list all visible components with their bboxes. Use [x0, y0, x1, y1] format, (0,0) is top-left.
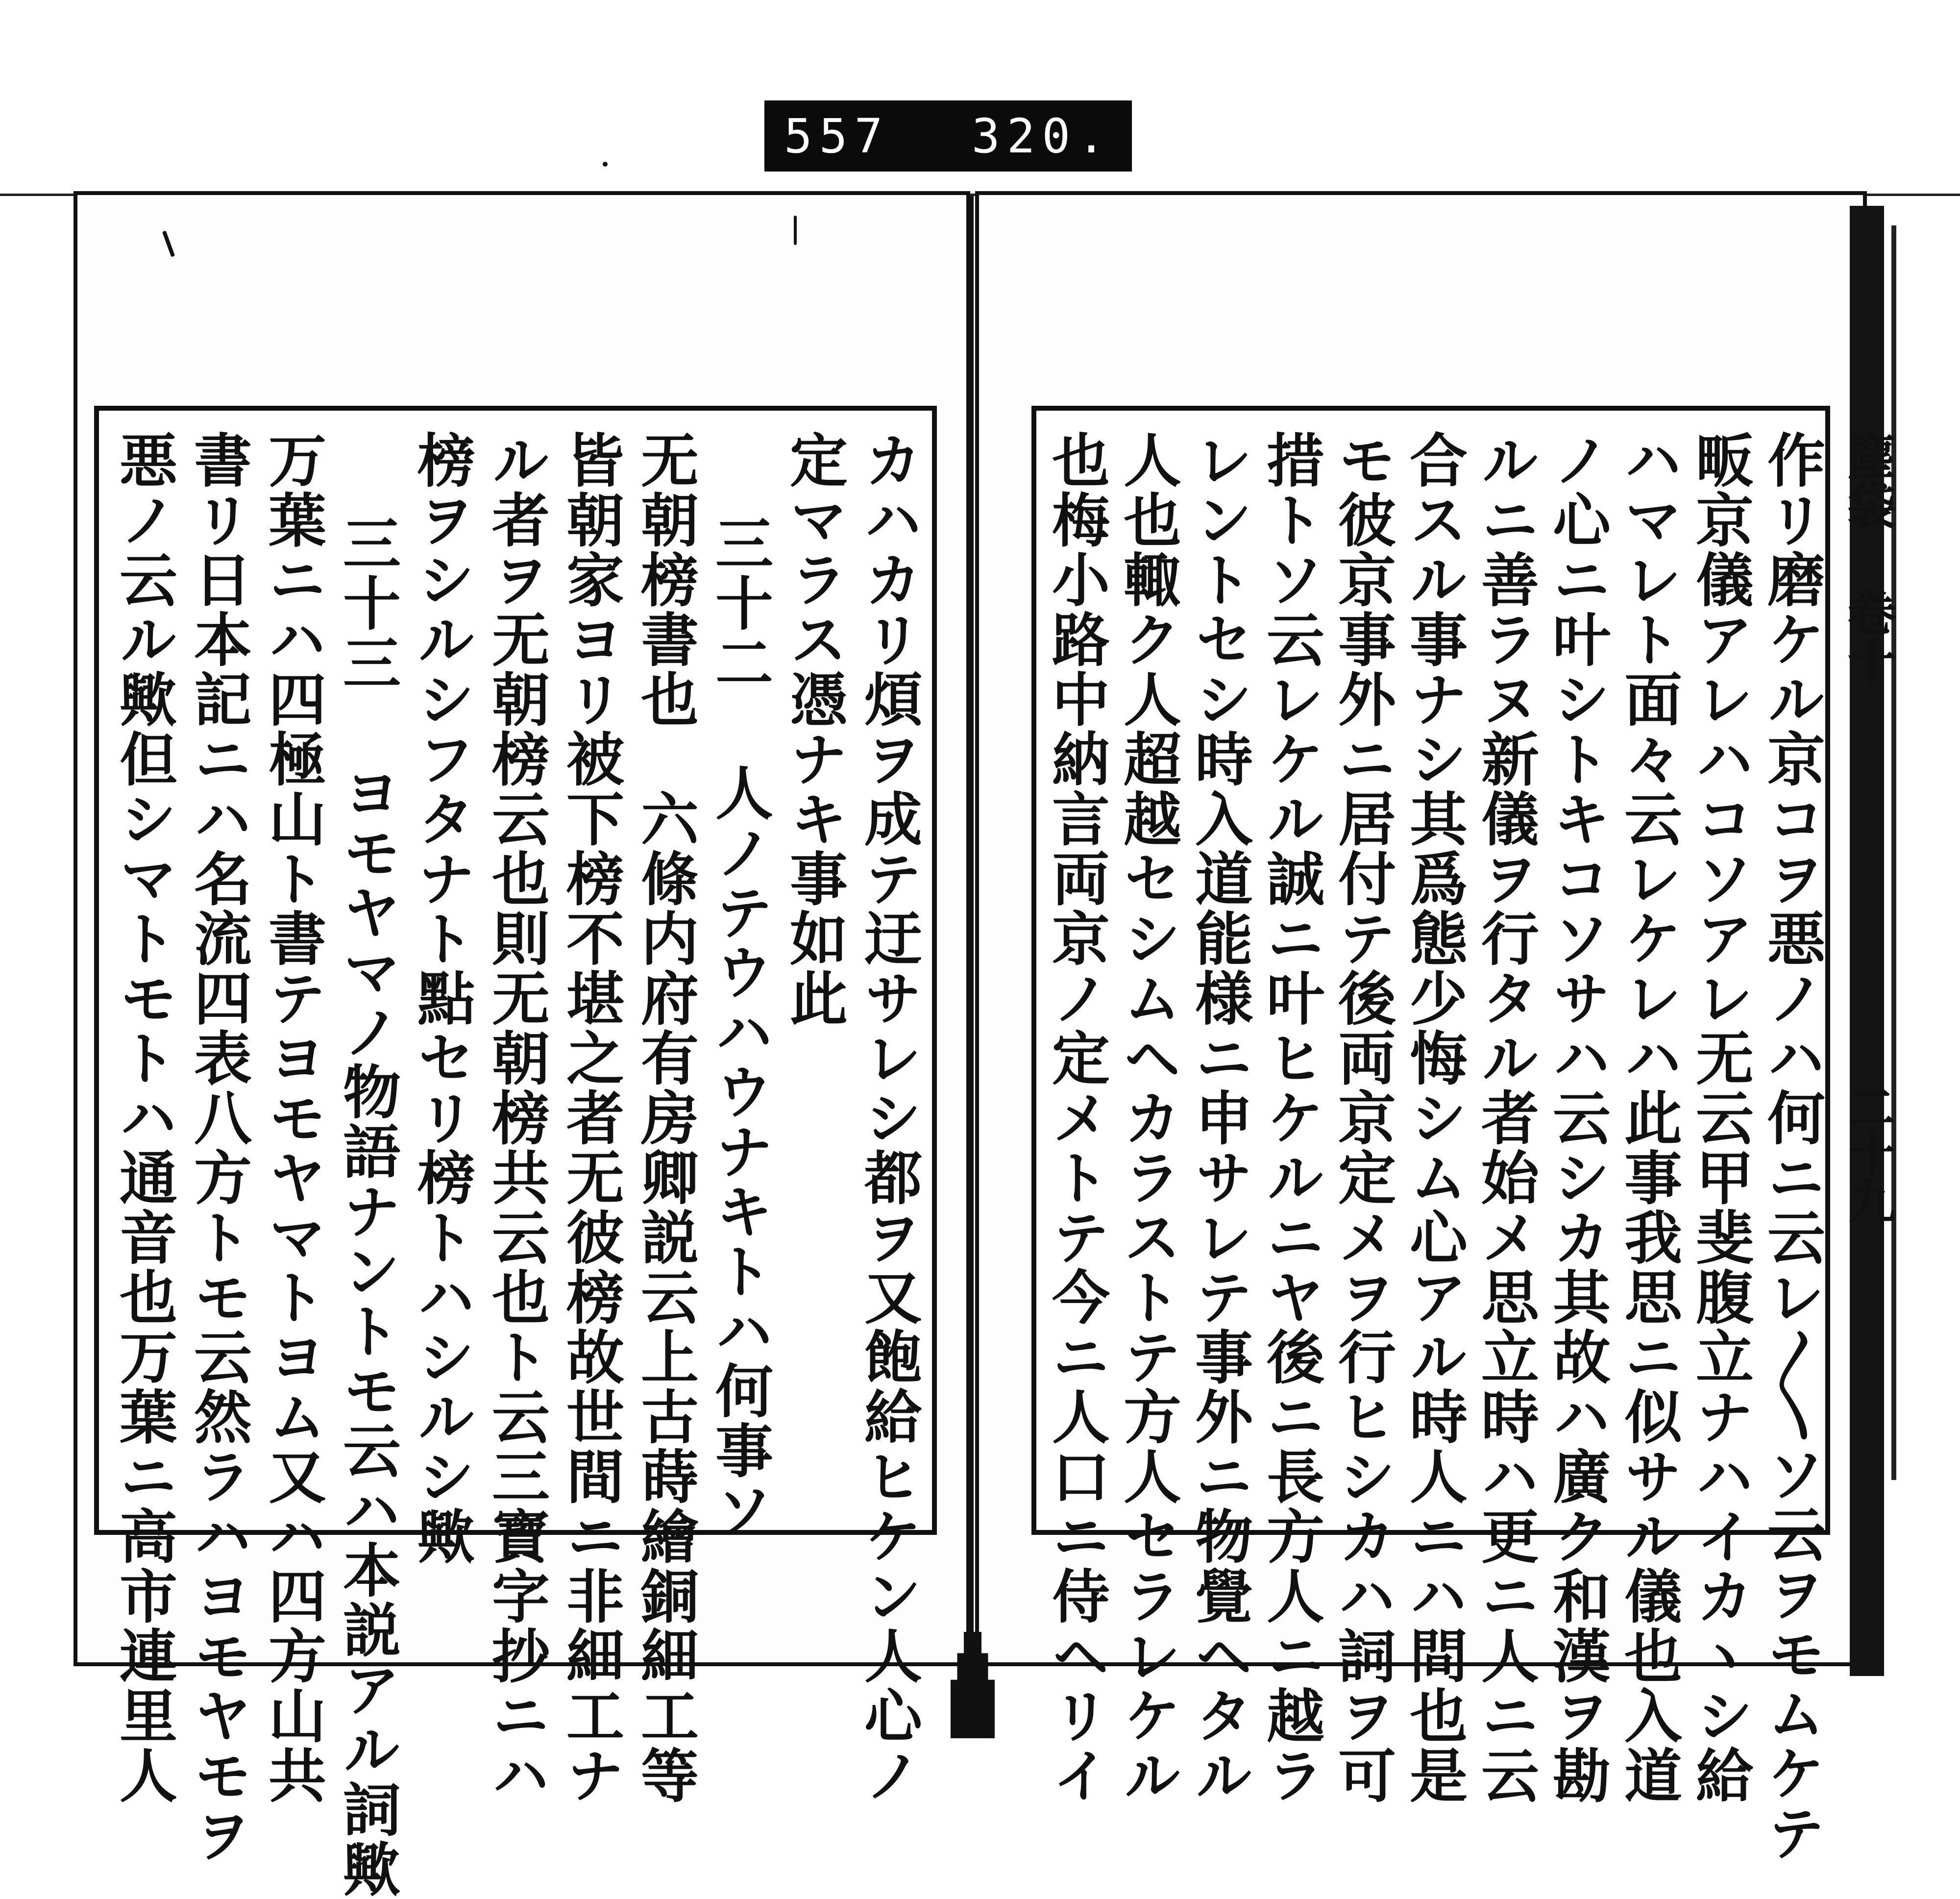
margin-book-title: 塵袋 卷十	[1839, 431, 1897, 685]
right-column: 人也輙ク人超越セシムヘカラストテ方人セラレケル	[1114, 430, 1182, 1805]
right-column: 合スル事ナシ其爲態少悔シム心アル時人ニハ問也是	[1400, 430, 1468, 1805]
ink-speck	[794, 216, 797, 245]
right-column: ノ心ニ叶シトキコソサハ云シカ其故ハ廣ク和漢ヲ勘	[1543, 430, 1611, 1805]
left-column: 三十三 ヨモヤマノ物語ナントモ云ハ本説アル詞歟	[333, 514, 401, 1899]
left-column: 三十二 人ノテウハウナキトハ何事ソ	[706, 514, 774, 1540]
right-column: 作リ磨ケル京コヲ悪ノハ何ニ云レ〳〵ソ云ヲモムケテ	[1758, 430, 1826, 1863]
right-column: 也梅小路中納言両京ノ定メトテ今ニ人口ニ侍ヘリイ	[1042, 430, 1110, 1805]
book-spine	[968, 196, 974, 1637]
ink-speck	[603, 162, 608, 167]
left-column: 皆朝家ヨリ被下榜不堪之者无彼榜故世間ニ非細工ナ	[557, 430, 625, 1805]
left-column: 万葉ニハ四極山ト書テヨモヤマトヨム又ハ四方山共	[259, 430, 327, 1805]
left-column: 榜ヲシルシフタナト點セリ榜トハシルシ歟	[408, 430, 476, 1566]
page-edge	[1850, 206, 1884, 1676]
margin-strip	[1891, 225, 1960, 1480]
left-column: 无朝榜書也 六條内府有房卿説云上古蒔繪銅細工等	[631, 430, 699, 1805]
left-column: 定マラス憑ナキ事如此	[780, 430, 848, 1028]
right-column: 畈京儀アレハコソアレ无云甲斐腹立ナハイカヽシ給	[1686, 430, 1754, 1805]
left-column: 悪ノ云ル歟但シマトモトハ通音也万葉ニ高市連里人	[110, 430, 178, 1805]
left-column: ル者ヲ无朝榜云也則无朝榜共云也ト云三寶字抄ニハ	[482, 430, 550, 1805]
label-left-number: 557	[784, 108, 890, 164]
archive-label	[764, 100, 1132, 172]
right-column: ハマレト面々云レケレハ此事我思ニ似サル儀也入道	[1615, 430, 1683, 1805]
right-column: モ彼京事外ニ居付テ後両京定メヲ行ヒシカハ詞ヲ可	[1328, 430, 1396, 1805]
margin-page-number: 二十九	[1841, 1083, 1896, 1224]
left-column: カハカリ煩ヲ成テ迂サレシ都ヲ又飽給ヒケン人心ノ	[855, 430, 923, 1805]
right-text-frame	[1031, 406, 1830, 1863]
right-column: ルニ善ラヌ新儀ヲ行タル者始メ思立時ハ更ニ人ニ云	[1471, 430, 1540, 1805]
right-column: レントセシ時入道能様ニ申サレテ事外ニ物覺ヘタル	[1185, 430, 1253, 1805]
left-text-frame	[94, 406, 937, 1899]
label-right-number: 320.	[971, 108, 1112, 164]
left-column: 書リ日本記ニハ名流四表八方トモ云然ラハヨモヤモヲ	[184, 430, 252, 1865]
right-column: 措トソ云レケル誠ニ叶ヒケルニヤ後ニ長方人ニ越ラ	[1257, 430, 1325, 1805]
